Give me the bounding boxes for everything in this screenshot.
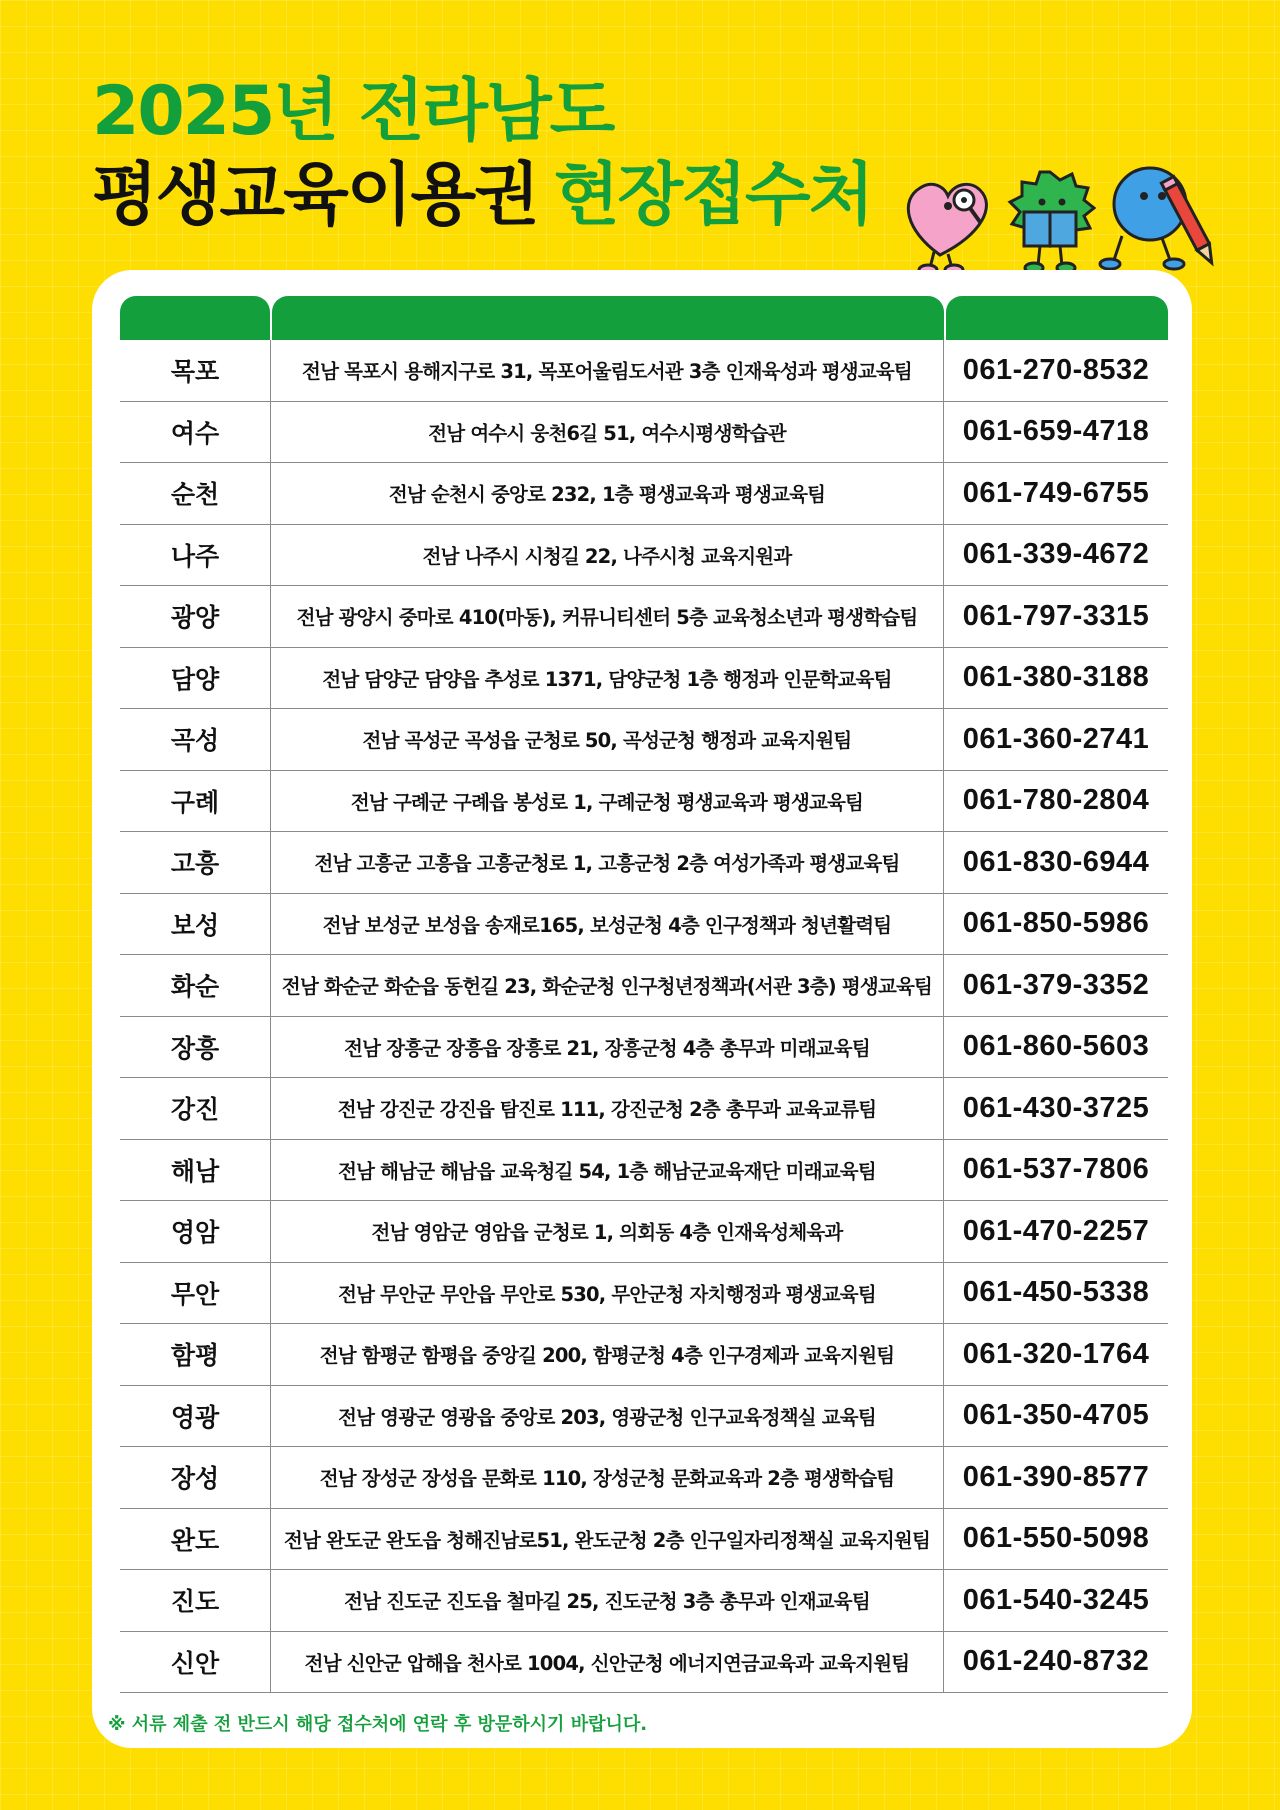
- pink-heart-character-icon: [908, 184, 986, 275]
- phone-cell: 061-550-5098: [962, 1522, 1150, 1555]
- region-cell: 광양: [120, 586, 271, 647]
- table-row: [120, 648, 1168, 710]
- phone-cell: 061-470-2257: [962, 1214, 1150, 1247]
- table-row: [120, 1017, 1168, 1079]
- address-cell: 전남 여수시 웅천6길 51, 여수시평생학습관: [271, 402, 944, 463]
- table-body: [120, 340, 1168, 1693]
- address-cell: 전남 장성군 장성읍 문화로 110, 장성군청 문화교육과 2층 평생학습팀: [271, 1447, 944, 1508]
- region-cell: 구례: [120, 771, 271, 832]
- table-row: [120, 832, 1168, 894]
- phone-cell: 061-360-2741: [962, 722, 1150, 755]
- address-cell: 전남 해남군 해남읍 교육청길 54, 1층 해남군교육재단 미래교육팀: [271, 1140, 944, 1201]
- address-cell: 전남 장흥군 장흥읍 장흥로 21, 장흥군청 4층 총무과 미래교육팀: [271, 1017, 944, 1078]
- phone-cell: 061-350-4705: [962, 1399, 1150, 1432]
- region-cell: 영광: [120, 1386, 271, 1447]
- phone-cell: 061-390-8577: [962, 1460, 1150, 1493]
- region-cell: 무안: [120, 1263, 271, 1324]
- title-line-2: [92, 156, 873, 235]
- header-region-cell: [120, 296, 270, 340]
- phone-cell: 061-379-3352: [962, 968, 1150, 1001]
- address-cell: 전남 목포시 용해지구로 31, 목포어울림도서관 3층 인재육성과 평생교육팀: [271, 340, 944, 401]
- phone-cell: 061-320-1764: [962, 1337, 1150, 1370]
- address-cell: 전남 화순군 화순읍 동헌길 23, 화순군청 인구청년정책과(서관 3층) 평생교육팀: [271, 955, 944, 1016]
- region-cell: 여수: [120, 402, 271, 463]
- address-cell: 전남 무안군 무안읍 무안로 530, 무안군청 자치행정과 평생교육팀: [271, 1263, 944, 1324]
- table-row: [120, 463, 1168, 525]
- phone-cell: 061-860-5603: [962, 1030, 1150, 1063]
- region-cell: 해남: [120, 1140, 271, 1201]
- phone-cell: 061-850-5986: [962, 907, 1150, 940]
- region-cell: 담양: [120, 648, 271, 709]
- address-cell: 전남 진도군 진도읍 철마길 25, 진도군청 3층 총무과 인재교육팀: [271, 1570, 944, 1631]
- phone-cell: 061-270-8532: [962, 353, 1150, 386]
- table-row: [120, 955, 1168, 1017]
- phone-cell: 061-339-4672: [962, 538, 1150, 571]
- region-cell: 함평: [120, 1324, 271, 1385]
- address-cell: 전남 완도군 완도읍 청해진남로51, 완도군청 2층 인구일자리정책실 교육지원팀: [271, 1509, 944, 1570]
- phone-cell: 061-797-3315: [962, 599, 1150, 632]
- phone-cell: 061-780-2804: [962, 784, 1150, 817]
- table-row: [120, 525, 1168, 587]
- address-cell: 전남 나주시 시청길 22, 나주시청 교육지원과: [271, 525, 944, 586]
- blue-pencil-character-icon: [1100, 168, 1218, 269]
- region-cell: 화순: [120, 955, 271, 1016]
- phone-cell: 061-450-5338: [962, 1276, 1150, 1309]
- header-phone-cell: [946, 296, 1168, 340]
- green-book-character-icon: [1010, 172, 1094, 273]
- phone-cell: 061-830-6944: [962, 845, 1150, 878]
- table-row: [120, 1509, 1168, 1571]
- address-cell: 전남 함평군 함평읍 중앙길 200, 함평군청 4층 인구경제과 교육지원팀: [271, 1324, 944, 1385]
- table-row: [120, 586, 1168, 648]
- phone-cell: 061-749-6755: [962, 476, 1150, 509]
- table-row: [120, 402, 1168, 464]
- table-row: [120, 1263, 1168, 1325]
- table-row: [120, 1324, 1168, 1386]
- table-row: [120, 1570, 1168, 1632]
- address-cell: 전남 담양군 담양읍 추성로 1371, 담양군청 1층 행정과 인문학교육팀: [271, 648, 944, 709]
- table-row: [120, 1078, 1168, 1140]
- region-cell: 강진: [120, 1078, 271, 1139]
- phone-cell: 061-240-8732: [962, 1645, 1150, 1678]
- region-cell: 고흥: [120, 832, 271, 893]
- phone-cell: 061-540-3245: [962, 1583, 1150, 1616]
- title-line-2-black: 평생교육이용권: [92, 156, 538, 235]
- address-cell: 전남 고흥군 고흥읍 고흥군청로 1, 고흥군청 2층 여성가족과 평생교육팀: [271, 832, 944, 893]
- poster-title: [92, 72, 873, 235]
- region-cell: 장성: [120, 1447, 271, 1508]
- address-cell: 전남 순천시 중앙로 232, 1층 평생교육과 평생교육팀: [271, 463, 944, 524]
- region-cell: 진도: [120, 1570, 271, 1631]
- address-cell: 전남 광양시 중마로 410(마동), 커뮤니티센터 5층 교육청소년과 평생학습팀: [271, 586, 944, 647]
- phone-cell: 061-537-7806: [962, 1153, 1150, 1186]
- table-row: [120, 1386, 1168, 1448]
- table-row: [120, 1632, 1168, 1694]
- footer-note: ※ 서류 제출 전 반드시 해당 접수처에 연락 후 방문하시기 바랍니다.: [108, 1714, 648, 1735]
- address-cell: 전남 신안군 압해읍 천사로 1004, 신안군청 에너지연금교육과 교육지원팀: [271, 1632, 944, 1693]
- table-row: [120, 340, 1168, 402]
- region-cell: 영암: [120, 1201, 271, 1262]
- region-cell: 신안: [120, 1632, 271, 1693]
- table-row: [120, 894, 1168, 956]
- address-cell: 전남 곡성군 곡성읍 군청로 50, 곡성군청 행정과 교육지원팀: [271, 709, 944, 770]
- address-cell: 전남 구례군 구례읍 봉성로 1, 구례군청 평생교육과 평생교육팀: [271, 771, 944, 832]
- region-cell: 목포: [120, 340, 271, 401]
- table-row: [120, 771, 1168, 833]
- address-cell: 전남 강진군 강진읍 탐진로 111, 강진군청 2층 총무과 교육교류팀: [271, 1078, 944, 1139]
- phone-cell: 061-430-3725: [962, 1091, 1150, 1124]
- address-cell: 전남 영암군 영암읍 군청로 1, 의회동 4층 인재육성체육과: [271, 1201, 944, 1262]
- table-row: [120, 1201, 1168, 1263]
- phone-cell: 061-659-4718: [962, 415, 1150, 448]
- table-row: [120, 1140, 1168, 1202]
- region-cell: 장흥: [120, 1017, 271, 1078]
- info-card: [92, 270, 1192, 1748]
- header-address-cell: [272, 296, 944, 340]
- region-cell: 나주: [120, 525, 271, 586]
- address-cell: 전남 보성군 보성읍 송재로165, 보성군청 4층 인구정책과 청년활력팀: [271, 894, 944, 955]
- mascot-characters: [900, 160, 1220, 280]
- region-cell: 곡성: [120, 709, 271, 770]
- table-header: [120, 296, 1168, 340]
- region-cell: 완도: [120, 1509, 271, 1570]
- title-line-1: 2025년 전라남도: [92, 72, 614, 151]
- table-row: [120, 709, 1168, 771]
- address-cell: 전남 영광군 영광읍 중앙로 203, 영광군청 인구교육정책실 교육팀: [271, 1386, 944, 1447]
- title-line-2-green: 현장접수처: [553, 156, 873, 235]
- phone-cell: 061-380-3188: [962, 661, 1150, 694]
- table-row: [120, 1447, 1168, 1509]
- reception-table: [120, 296, 1168, 1693]
- region-cell: 순천: [120, 463, 271, 524]
- region-cell: 보성: [120, 894, 271, 955]
